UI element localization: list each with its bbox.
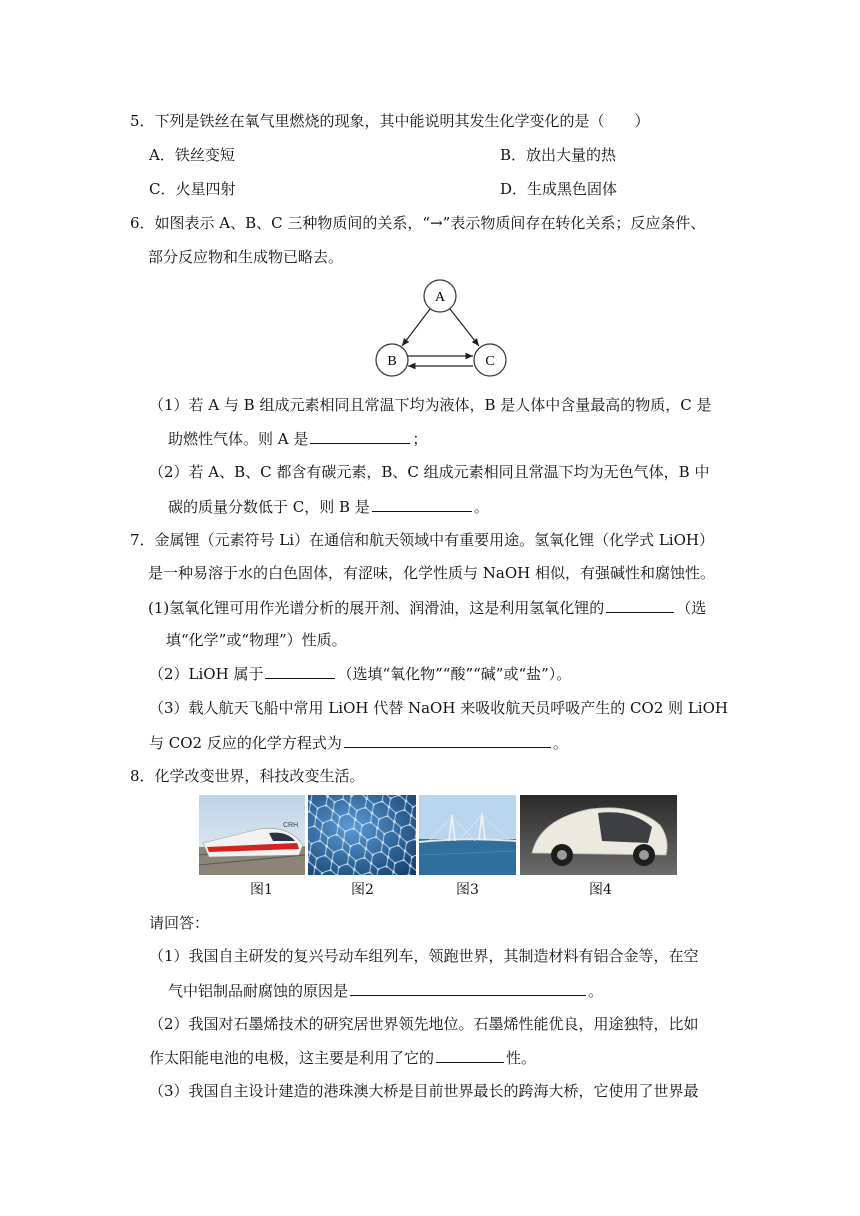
q8-part1-line1: （1）我国自主研发的复兴号动车组列车，领跑世界，其制造材料有铝合金等，在空	[149, 947, 699, 965]
q8-part2-line1: （2）我国对石墨烯技术的研究居世界领先地位。石墨烯性能优良，用途独特，比如	[149, 1015, 699, 1033]
q8-part3-line1: （3）我国自主设计建造的港珠澳大桥是目前世界最长的跨海大桥，它使用了世界最	[149, 1082, 699, 1100]
q7-part2-line: （2）LiOH 属于 （选填“氧化物”“酸”“碱”或“盐”）。	[149, 665, 572, 683]
q7-part2-answer-blank[interactable]	[265, 663, 335, 679]
figure3-bridge-photo	[419, 795, 516, 875]
q7-part1-answer-blank[interactable]	[606, 597, 674, 613]
arrow-a-to-b	[402, 309, 430, 346]
q6-stem-line2: 部分反应物和生成物已略去。	[148, 248, 344, 266]
q5-option-c: C．火星四射	[149, 180, 236, 198]
figure3-caption: 图3	[456, 882, 479, 898]
node-b-label: B	[387, 354, 397, 369]
q5-option-b: B．放出大量的热	[500, 146, 617, 164]
q6-part2-line1: （2）若 A、B、C 都含有碳元素，B、C 组成元素相同且常温下均为无色气体，B 中	[149, 463, 710, 481]
figure4-car-photo	[520, 795, 677, 875]
q6-part1-answer-blank[interactable]	[310, 428, 410, 444]
q6-part1-line1: （1）若 A 与 B 组成元素相同且常温下均为液体，B 是人体中含量最高的物质，C 是	[149, 396, 712, 414]
q8-prompt: 请回答：	[149, 914, 210, 932]
figure2-graphene-photo	[308, 795, 416, 875]
figure2-caption: 图2	[351, 882, 374, 898]
q6-part1-line2: 助燃性气体。则 A 是 ；	[168, 430, 428, 448]
q8-part1-line2: 气中铝制品耐腐蚀的原因是 。	[168, 982, 604, 1000]
figure4-caption: 图4	[589, 882, 612, 898]
q7-part1-line2: 填“化学”或“物理”）性质。	[166, 631, 347, 649]
q7-part1-line1: (1)氢氧化锂可用作光谱分析的展开剂、润滑油，这是利用氢氧化锂的 （选	[148, 599, 707, 617]
q8-stem: 8．化学改变世界，科技改变生活。	[130, 767, 365, 785]
arrow-a-to-c	[450, 309, 479, 346]
q5-option-a: A．铁丝变短	[149, 146, 235, 164]
train-logo: CRH	[283, 822, 299, 829]
q7-stem-line2: 是一种易溶于水的白色固体，有涩味，化学性质与 NaOH 相似，有强碱性和腐蚀性。	[148, 564, 715, 582]
q6-stem-line1: 6．如图表示 A、B、C 三种物质间的关系，“→”表示物质间存在转化关系；反应条件、	[130, 214, 706, 232]
q8-part2-line2: 作太阳能电池的电极，这主要是利用了它的 性。	[149, 1049, 537, 1067]
q7-part3-line1: （3）载人航天飞船中常用 LiOH 代替 NaOH 来吸收航天员呼吸产生的 CO2 则 LiOH	[149, 699, 728, 717]
q7-part3-answer-blank[interactable]	[344, 732, 551, 748]
figure1-caption: 图1	[250, 882, 273, 898]
node-c-label: C	[485, 354, 495, 369]
q7-part3-line2: 与 CO2 反应的化学方程式为 。	[149, 734, 568, 752]
figure1-train-photo	[199, 795, 305, 875]
q8-part2-answer-blank[interactable]	[436, 1047, 504, 1063]
q5-stem: 5．下列是铁丝在氧气里燃烧的现象，其中能说明其发生化学变化的是（ ）	[130, 112, 650, 130]
abc-relation-diagram	[370, 278, 510, 382]
q7-stem-line1: 7．金属锂（元素符号 Li）在通信和航天领域中有重要用途。氢氧化锂（化学式 LiOH）	[130, 531, 714, 549]
q8-part1-answer-blank[interactable]	[350, 980, 586, 996]
node-a-label: A	[434, 290, 446, 305]
q6-part2-answer-blank[interactable]	[372, 496, 472, 512]
q6-part2-line2: 碳的质量分数低于 C，则 B 是 。	[168, 498, 489, 516]
q5-option-d: D．生成黑色固体	[500, 180, 618, 198]
